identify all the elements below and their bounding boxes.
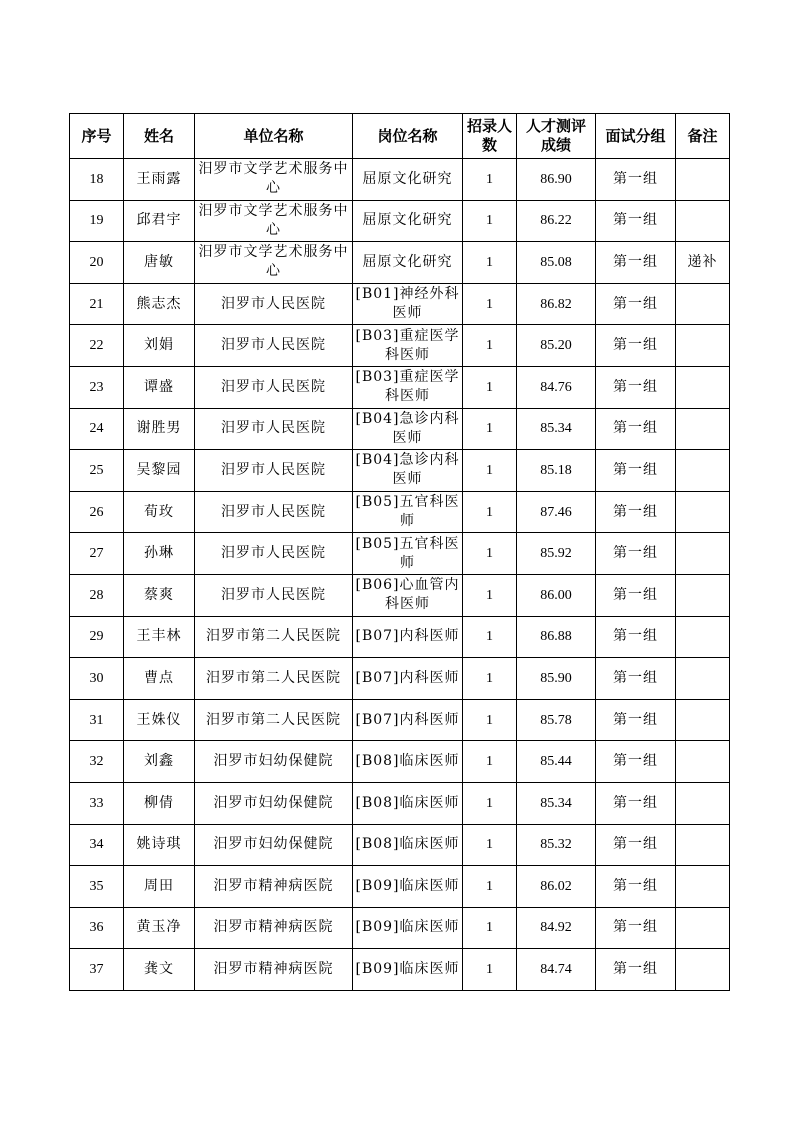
cell-seq: 30	[70, 658, 124, 700]
cell-name: 谭盛	[124, 366, 195, 408]
header-row	[70, 114, 730, 159]
cell-name: 王丰林	[124, 616, 195, 658]
cell-remark	[676, 782, 730, 824]
cell-remark	[676, 200, 730, 242]
cell-unit: 汨罗市第二人民医院	[195, 616, 353, 658]
cell-seq: 37	[70, 949, 124, 991]
header-unit: 单位名称	[195, 114, 353, 159]
cell-quota: 1	[463, 533, 517, 575]
cell-remark: 递补	[676, 242, 730, 284]
table-row	[70, 200, 730, 242]
cell-remark	[676, 907, 730, 949]
cell-unit: 汨罗市妇幼保健院	[195, 741, 353, 783]
cell-score: 85.78	[517, 699, 596, 741]
cell-seq: 22	[70, 325, 124, 367]
cell-remark	[676, 574, 730, 616]
cell-score: 84.76	[517, 366, 596, 408]
cell-group: 第一组	[596, 408, 676, 450]
cell-name: 荀玫	[124, 491, 195, 533]
cell-group: 第一组	[596, 616, 676, 658]
cell-seq: 23	[70, 366, 124, 408]
cell-group: 第一组	[596, 159, 676, 201]
cell-seq: 28	[70, 574, 124, 616]
cell-position: [B09]临床医师	[353, 907, 463, 949]
table-row	[70, 325, 730, 367]
cell-score: 86.90	[517, 159, 596, 201]
cell-name: 刘鑫	[124, 741, 195, 783]
cell-seq: 34	[70, 824, 124, 866]
cell-unit: 汨罗市精神病医院	[195, 866, 353, 908]
cell-unit: 汨罗市第二人民医院	[195, 658, 353, 700]
cell-score: 85.92	[517, 533, 596, 575]
table-row	[70, 491, 730, 533]
cell-position: 屈原文化研究	[353, 200, 463, 242]
cell-remark	[676, 325, 730, 367]
cell-unit: 汨罗市文学艺术服务中心	[195, 242, 353, 284]
cell-name: 龚文	[124, 949, 195, 991]
cell-position: [B05]五官科医师	[353, 533, 463, 575]
cell-seq: 21	[70, 283, 124, 325]
table-row	[70, 533, 730, 575]
cell-seq: 25	[70, 450, 124, 492]
cell-seq: 33	[70, 782, 124, 824]
cell-group: 第一组	[596, 200, 676, 242]
cell-quota: 1	[463, 366, 517, 408]
cell-quota: 1	[463, 699, 517, 741]
cell-seq: 20	[70, 242, 124, 284]
header-quota: 招录人数	[463, 114, 517, 159]
cell-name: 周田	[124, 866, 195, 908]
cell-score: 86.22	[517, 200, 596, 242]
cell-remark	[676, 450, 730, 492]
cell-quota: 1	[463, 824, 517, 866]
cell-group: 第一组	[596, 574, 676, 616]
cell-unit: 汨罗市人民医院	[195, 574, 353, 616]
table-row	[70, 450, 730, 492]
cell-unit: 汨罗市人民医院	[195, 533, 353, 575]
table-row	[70, 408, 730, 450]
cell-seq: 18	[70, 159, 124, 201]
cell-name: 唐敏	[124, 242, 195, 284]
cell-group: 第一组	[596, 949, 676, 991]
cell-group: 第一组	[596, 325, 676, 367]
cell-position: [B03]重症医学科医师	[353, 366, 463, 408]
table-row	[70, 159, 730, 201]
cell-remark	[676, 533, 730, 575]
cell-position: [B04]急诊内科医师	[353, 450, 463, 492]
cell-unit: 汨罗市精神病医院	[195, 907, 353, 949]
cell-name: 谢胜男	[124, 408, 195, 450]
cell-group: 第一组	[596, 450, 676, 492]
cell-group: 第一组	[596, 283, 676, 325]
cell-group: 第一组	[596, 782, 676, 824]
cell-score: 86.02	[517, 866, 596, 908]
cell-name: 黄玉净	[124, 907, 195, 949]
cell-position: [B06]心血管内科医师	[353, 574, 463, 616]
table-row	[70, 949, 730, 991]
cell-position: [B01]神经外科医师	[353, 283, 463, 325]
cell-group: 第一组	[596, 866, 676, 908]
cell-score: 85.20	[517, 325, 596, 367]
cell-position: 屈原文化研究	[353, 159, 463, 201]
cell-quota: 1	[463, 658, 517, 700]
cell-quota: 1	[463, 491, 517, 533]
cell-quota: 1	[463, 200, 517, 242]
cell-seq: 24	[70, 408, 124, 450]
cell-seq: 26	[70, 491, 124, 533]
cell-group: 第一组	[596, 242, 676, 284]
cell-unit: 汨罗市人民医院	[195, 491, 353, 533]
cell-name: 吴黎园	[124, 450, 195, 492]
cell-quota: 1	[463, 408, 517, 450]
cell-name: 熊志杰	[124, 283, 195, 325]
cell-position: [B07]内科医师	[353, 699, 463, 741]
cell-position: [B07]内科医师	[353, 658, 463, 700]
table-row	[70, 824, 730, 866]
cell-remark	[676, 949, 730, 991]
cell-quota: 1	[463, 450, 517, 492]
cell-name: 王姝仪	[124, 699, 195, 741]
cell-score: 85.18	[517, 450, 596, 492]
cell-score: 86.00	[517, 574, 596, 616]
cell-remark	[676, 741, 730, 783]
cell-quota: 1	[463, 283, 517, 325]
cell-name: 柳倩	[124, 782, 195, 824]
cell-unit: 汨罗市文学艺术服务中心	[195, 159, 353, 201]
cell-name: 蔡爽	[124, 574, 195, 616]
cell-position: [B08]临床医师	[353, 782, 463, 824]
cell-remark	[676, 366, 730, 408]
cell-remark	[676, 159, 730, 201]
table-row	[70, 907, 730, 949]
cell-name: 姚诗琪	[124, 824, 195, 866]
cell-score: 85.34	[517, 782, 596, 824]
cell-quota: 1	[463, 325, 517, 367]
cell-seq: 29	[70, 616, 124, 658]
cell-unit: 汨罗市精神病医院	[195, 949, 353, 991]
table-row	[70, 366, 730, 408]
header-group: 面试分组	[596, 114, 676, 159]
cell-seq: 19	[70, 200, 124, 242]
cell-quota: 1	[463, 616, 517, 658]
cell-score: 87.46	[517, 491, 596, 533]
header-seq: 序号	[70, 114, 124, 159]
cell-position: [B04]急诊内科医师	[353, 408, 463, 450]
cell-remark	[676, 408, 730, 450]
cell-quota: 1	[463, 949, 517, 991]
cell-seq: 31	[70, 699, 124, 741]
cell-score: 84.92	[517, 907, 596, 949]
cell-seq: 27	[70, 533, 124, 575]
cell-score: 85.90	[517, 658, 596, 700]
cell-score: 84.74	[517, 949, 596, 991]
cell-position: [B05]五官科医师	[353, 491, 463, 533]
cell-score: 86.82	[517, 283, 596, 325]
cell-position: [B08]临床医师	[353, 741, 463, 783]
cell-group: 第一组	[596, 366, 676, 408]
cell-unit: 汨罗市妇幼保健院	[195, 782, 353, 824]
cell-position: [B09]临床医师	[353, 866, 463, 908]
cell-unit: 汨罗市人民医院	[195, 366, 353, 408]
cell-score: 85.34	[517, 408, 596, 450]
cell-remark	[676, 866, 730, 908]
cell-quota: 1	[463, 866, 517, 908]
cell-name: 曹点	[124, 658, 195, 700]
cell-remark	[676, 658, 730, 700]
cell-name: 邱君宇	[124, 200, 195, 242]
cell-unit: 汨罗市人民医院	[195, 408, 353, 450]
header-name: 姓名	[124, 114, 195, 159]
cell-position: [B03]重症医学科医师	[353, 325, 463, 367]
cell-remark	[676, 824, 730, 866]
cell-position: [B09]临床医师	[353, 949, 463, 991]
cell-score: 85.32	[517, 824, 596, 866]
cell-remark	[676, 491, 730, 533]
cell-unit: 汨罗市文学艺术服务中心	[195, 200, 353, 242]
cell-group: 第一组	[596, 741, 676, 783]
cell-group: 第一组	[596, 658, 676, 700]
cell-name: 刘娟	[124, 325, 195, 367]
table-row	[70, 616, 730, 658]
cell-group: 第一组	[596, 533, 676, 575]
table-row	[70, 866, 730, 908]
cell-unit: 汨罗市人民医院	[195, 283, 353, 325]
cell-unit: 汨罗市第二人民医院	[195, 699, 353, 741]
table-row	[70, 574, 730, 616]
table-row	[70, 782, 730, 824]
table-row	[70, 699, 730, 741]
cell-position: [B08]临床医师	[353, 824, 463, 866]
cell-unit: 汨罗市人民医院	[195, 325, 353, 367]
cell-unit: 汨罗市妇幼保健院	[195, 824, 353, 866]
cell-remark	[676, 283, 730, 325]
table-row	[70, 658, 730, 700]
table-row	[70, 741, 730, 783]
cell-score: 86.88	[517, 616, 596, 658]
cell-name: 王雨露	[124, 159, 195, 201]
header-score: 人才测评成绩	[517, 114, 596, 159]
cell-quota: 1	[463, 741, 517, 783]
cell-score: 85.44	[517, 741, 596, 783]
header-position: 岗位名称	[353, 114, 463, 159]
cell-quota: 1	[463, 159, 517, 201]
cell-quota: 1	[463, 782, 517, 824]
cell-group: 第一组	[596, 907, 676, 949]
cell-quota: 1	[463, 907, 517, 949]
header-remark: 备注	[676, 114, 730, 159]
cell-unit: 汨罗市人民医院	[195, 450, 353, 492]
cell-group: 第一组	[596, 699, 676, 741]
cell-position: [B07]内科医师	[353, 616, 463, 658]
cell-seq: 32	[70, 741, 124, 783]
cell-remark	[676, 699, 730, 741]
cell-quota: 1	[463, 242, 517, 284]
candidate-table	[69, 113, 730, 991]
table-row	[70, 242, 730, 284]
cell-group: 第一组	[596, 491, 676, 533]
cell-group: 第一组	[596, 824, 676, 866]
cell-position: 屈原文化研究	[353, 242, 463, 284]
cell-name: 孙琳	[124, 533, 195, 575]
cell-score: 85.08	[517, 242, 596, 284]
table-row	[70, 283, 730, 325]
cell-quota: 1	[463, 574, 517, 616]
cell-seq: 35	[70, 866, 124, 908]
cell-seq: 36	[70, 907, 124, 949]
cell-remark	[676, 616, 730, 658]
